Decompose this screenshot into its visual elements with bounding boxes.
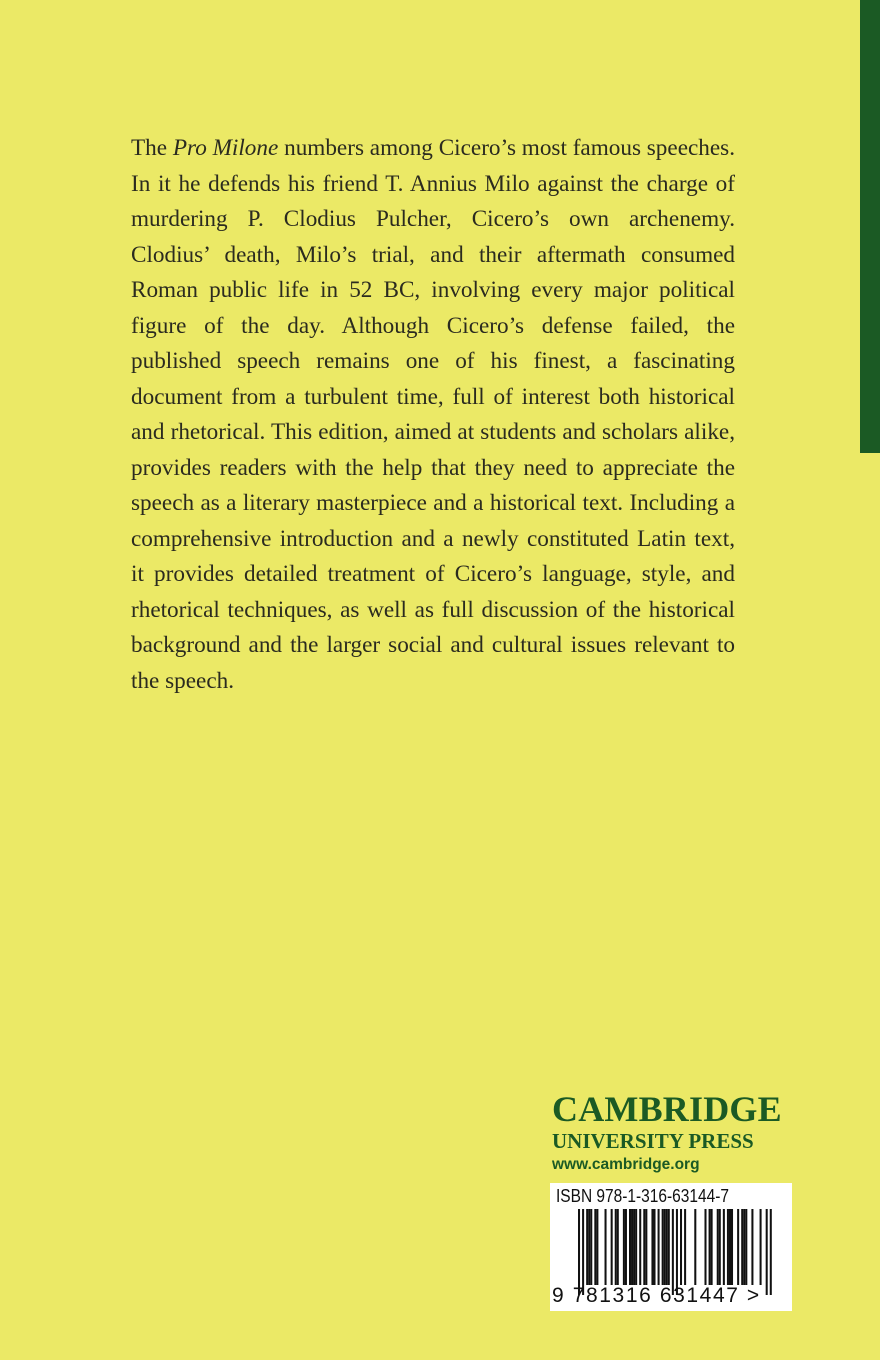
barcode-bar — [745, 1209, 747, 1285]
barcode-bar — [664, 1209, 666, 1285]
barcode-bar — [653, 1209, 655, 1285]
publisher-url: www.cambridge.org — [552, 1156, 700, 1173]
barcode-bar — [709, 1209, 711, 1285]
barcode-bar — [590, 1209, 592, 1285]
barcode-bar — [645, 1209, 647, 1285]
barcode-bar — [751, 1209, 753, 1285]
barcode-bar — [631, 1209, 633, 1285]
barcode-bar — [723, 1209, 725, 1285]
barcode-bar — [643, 1209, 645, 1285]
barcode-bar — [582, 1209, 584, 1295]
barcode-bar — [727, 1209, 729, 1285]
barcode-bar — [676, 1209, 678, 1295]
barcode-bar — [662, 1209, 664, 1285]
barcode-bar — [617, 1209, 619, 1285]
barcode-bar — [704, 1209, 706, 1285]
barcode-bar — [639, 1209, 641, 1285]
barcode-bar — [737, 1209, 739, 1285]
blurb-body: numbers among Cicero’s most famous speeches. In it he defends his friend T. Annius Milo against the charge of murdering P. Clodius Pulcher, Cicero’s own archenemy. Clodius’ death, Milo’s trial, and their aftermath consumed Roman public life in 52 BC, involving every major political figure of the day. Although Cicero’s defense failed, the published speech remains one of his finest, a fascinating document from a turbulent time, full of interest both historical and rhetorical. This edition, aimed at students and scholars alike, provides readers with the help that they need to appreciate the speech as a literary masterpiece and a historical text. Including a comprehensive introduction and a newly constituted Latin text, it provides detailed treatment of Cicero’s language, style, and rhetorical techniques, as well as full discussion of the historical background and the larger social and cultural issues relevant to the speech. — [131, 135, 735, 694]
barcode-box — [550, 1183, 792, 1311]
barcode-bar — [760, 1209, 762, 1285]
barcode-bar — [766, 1209, 768, 1295]
barcode-bar — [717, 1209, 719, 1285]
blurb-lead: The — [131, 135, 173, 161]
barcode-bar — [694, 1209, 696, 1285]
barcode-bar — [711, 1209, 713, 1285]
barcode-bar — [623, 1209, 625, 1285]
barcode-bar — [588, 1209, 590, 1285]
barcode-bar — [741, 1209, 743, 1285]
publisher-name: CAMBRIDGE — [552, 1089, 782, 1129]
barcode-bar — [719, 1209, 721, 1285]
barcode-bar — [672, 1209, 674, 1295]
publisher-logo — [552, 1090, 792, 1176]
barcode-bar — [635, 1209, 637, 1285]
barcode-bar — [629, 1209, 631, 1285]
ean-digits: 9 781316 631447 > — [552, 1284, 761, 1307]
isbn-label: ISBN 978-1-316-63144-7 — [556, 1186, 729, 1206]
barcode-bar — [743, 1209, 745, 1285]
barcode-bar — [594, 1209, 596, 1285]
barcode-bar — [658, 1209, 660, 1285]
barcode-bar — [578, 1209, 580, 1295]
barcode-bar — [729, 1209, 731, 1285]
barcode-bar — [605, 1209, 607, 1285]
blurb-paragraph — [131, 131, 735, 699]
barcode-bar — [680, 1209, 682, 1285]
barcode-bar — [586, 1209, 588, 1285]
publisher-subtitle: UNIVERSITY PRESS — [552, 1129, 754, 1153]
barcode-bar — [651, 1209, 653, 1285]
green-edge-bar — [860, 0, 880, 453]
book-title-italic: Pro Milone — [172, 135, 279, 161]
barcode-bar — [611, 1209, 613, 1285]
barcode-bar — [666, 1209, 668, 1285]
barcode-bar — [596, 1209, 598, 1285]
barcode-bar — [770, 1209, 772, 1295]
barcode-bar — [615, 1209, 617, 1285]
barcode-bar — [668, 1209, 670, 1285]
barcode-bar — [684, 1209, 686, 1285]
barcode-bar — [633, 1209, 635, 1285]
barcode-bar — [625, 1209, 627, 1285]
barcode-bar — [731, 1209, 733, 1285]
